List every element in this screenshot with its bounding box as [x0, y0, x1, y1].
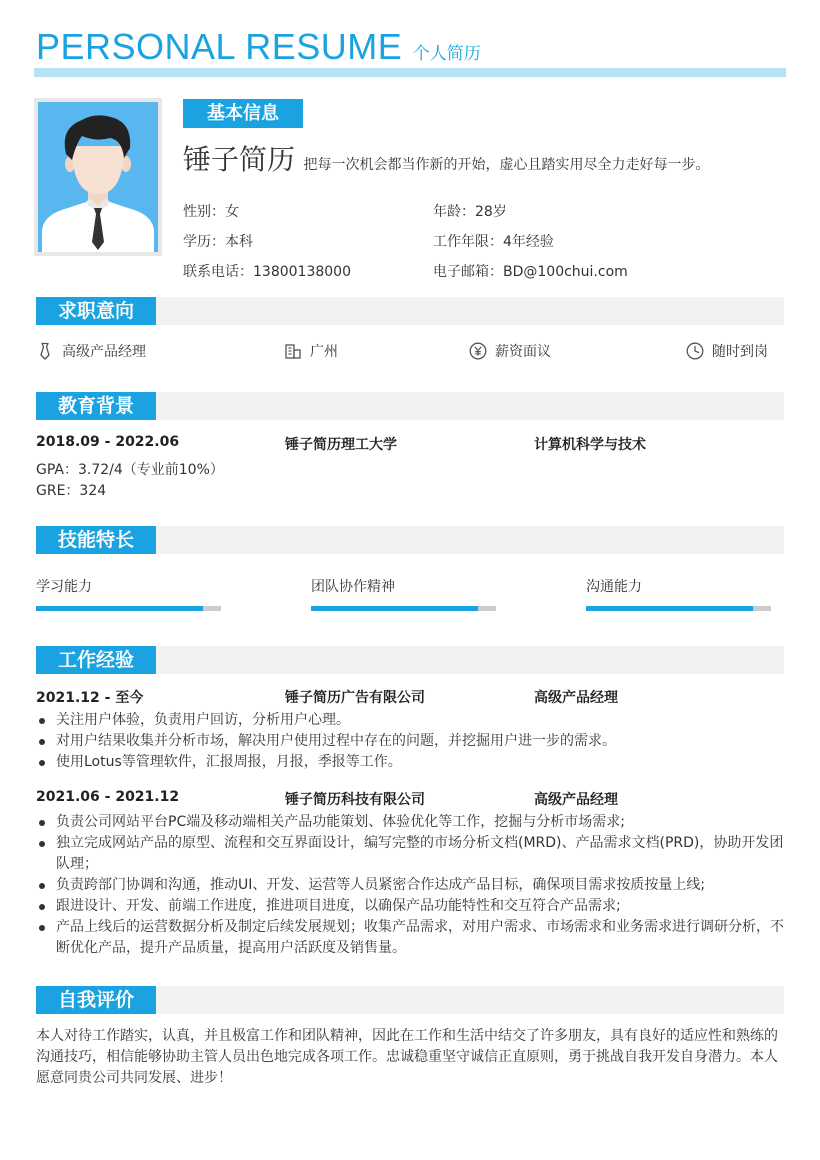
skill-item	[36, 576, 221, 596]
info-email: 电子邮箱：BD@100chui.com	[433, 264, 628, 280]
title-underline-bar	[34, 68, 786, 77]
skill-label: 沟通能力	[586, 579, 642, 595]
section-skills-title: 技能特长	[36, 526, 156, 554]
building-icon	[284, 342, 302, 360]
intent-salary-label: 薪资面议	[495, 344, 551, 360]
list-item: 负责跨部门协调和沟通，推动UI、开发、运营等人员紧密合作达成产品目标，确保项目需求按质按量上线;	[36, 875, 786, 896]
section-intent-title: 求职意向	[36, 297, 156, 325]
info-education: 学历：本科	[183, 234, 253, 250]
intent-position-label: 高级产品经理	[62, 344, 146, 360]
candidate-name: 锤子简历	[183, 143, 296, 176]
section-work	[36, 646, 784, 674]
section-skills	[36, 526, 784, 554]
education-major: 计算机科学与技术	[534, 437, 646, 453]
list-item: 独立完成网站产品的原型、流程和交互界面设计，编写完整的市场分析文档(MRD)、产品需求文档(PRD)，协助开发团队理；	[36, 833, 786, 875]
section-self	[36, 986, 784, 1014]
info-gender: 性别：女	[183, 204, 239, 220]
skill-label: 团队协作精神	[311, 579, 395, 595]
list-item: 关注用户体验，负责用户回访，分析用户心理。	[36, 710, 786, 731]
job-title: 高级产品经理	[534, 690, 618, 706]
education-gre: GRE：324	[36, 483, 107, 499]
skill-bar-track	[36, 606, 221, 611]
list-item: 跟进设计、开发、前端工作进度，推进项目进度，以确保产品功能特性和交互符合产品需求;	[36, 896, 786, 917]
avatar-illustration	[38, 102, 158, 252]
section-education-title: 教育背景	[36, 392, 156, 420]
skill-bar-fill	[36, 606, 203, 611]
skill-label: 学习能力	[36, 579, 92, 595]
avatar-photo	[34, 98, 162, 256]
section-self-title: 自我评价	[36, 986, 156, 1014]
name-line	[183, 138, 783, 178]
intent-salary	[469, 340, 551, 362]
list-item: 负责公司网站平台PC端及移动端相关产品功能策划、体验优化等工作，挖掘与分析市场需求;	[36, 812, 786, 833]
basic-info-title: 基本信息	[183, 99, 303, 128]
skill-item	[311, 576, 496, 596]
candidate-motto: 把每一次机会都当作新的开始，虚心且踏实用尽全力走好每一步。	[303, 157, 710, 173]
info-phone: 联系电话：13800138000	[183, 264, 351, 280]
info-age: 年龄：28岁	[433, 204, 507, 220]
education-period: 2018.09 - 2022.06	[36, 434, 180, 450]
skill-bar-track	[311, 606, 496, 611]
list-item: 对用户结果收集并分析市场，解决用户使用过程中存在的问题，并挖掘用户进一步的需求。	[36, 731, 786, 752]
intent-position	[36, 340, 146, 362]
list-item: 产品上线后的运营数据分析及制定后续发展规划；收集产品需求，对用户需求、市场需求和业务需求进行调研分析，不断优化产品，提升产品质量，提高用户活跃度及销售量。	[36, 917, 786, 959]
job-period: 2021.06 - 2021.12	[36, 789, 180, 805]
avatar-icon	[38, 102, 158, 252]
education-school: 锤子简历理工大学	[285, 437, 397, 453]
skill-bar-fill	[311, 606, 478, 611]
intent-availability	[686, 340, 768, 362]
intent-availability-label: 随时到岗	[712, 344, 768, 360]
job-title: 高级产品经理	[534, 792, 618, 808]
skill-bar-fill	[586, 606, 753, 611]
title-en: PERSONAL RESUME	[36, 26, 403, 67]
education-gpa: GPA：3.72/4（专业前10%）	[36, 462, 224, 478]
intent-city	[284, 340, 338, 362]
clock-icon	[686, 342, 704, 360]
job-duties-list	[36, 710, 786, 773]
title-cn: 个人简历	[412, 44, 481, 64]
job-duties-list	[36, 812, 786, 959]
info-experience-years: 工作年限：4年经验	[433, 234, 554, 250]
job-company: 锤子简历科技有限公司	[285, 792, 425, 808]
list-item: 使用Lotus等管理软件，汇报周报，月报，季报等工作。	[36, 752, 786, 773]
job-company: 锤子简历广告有限公司	[285, 690, 425, 706]
skill-item	[586, 576, 771, 596]
yen-icon	[469, 342, 487, 360]
self-evaluation-text: 本人对待工作踏实，认真，并且极富工作和团队精神，因此在工作和生活中结交了许多朋友，具有良好的适应性和熟练的沟通技巧，相信能够协助主管人员出色地完成各项工作。忠诚稳重坚守诚信正直原则，勇于挑战自我开发自身潜力。本人愿意同贵公司共同发展、进步！	[36, 1028, 778, 1086]
page-header	[36, 26, 786, 68]
section-intent	[36, 297, 784, 325]
job-period: 2021.12 - 至今	[36, 690, 144, 706]
tie-icon	[36, 342, 54, 360]
intent-city-label: 广州	[310, 344, 338, 360]
section-education	[36, 392, 784, 420]
section-work-title: 工作经验	[36, 646, 156, 674]
skill-bar-track	[586, 606, 771, 611]
